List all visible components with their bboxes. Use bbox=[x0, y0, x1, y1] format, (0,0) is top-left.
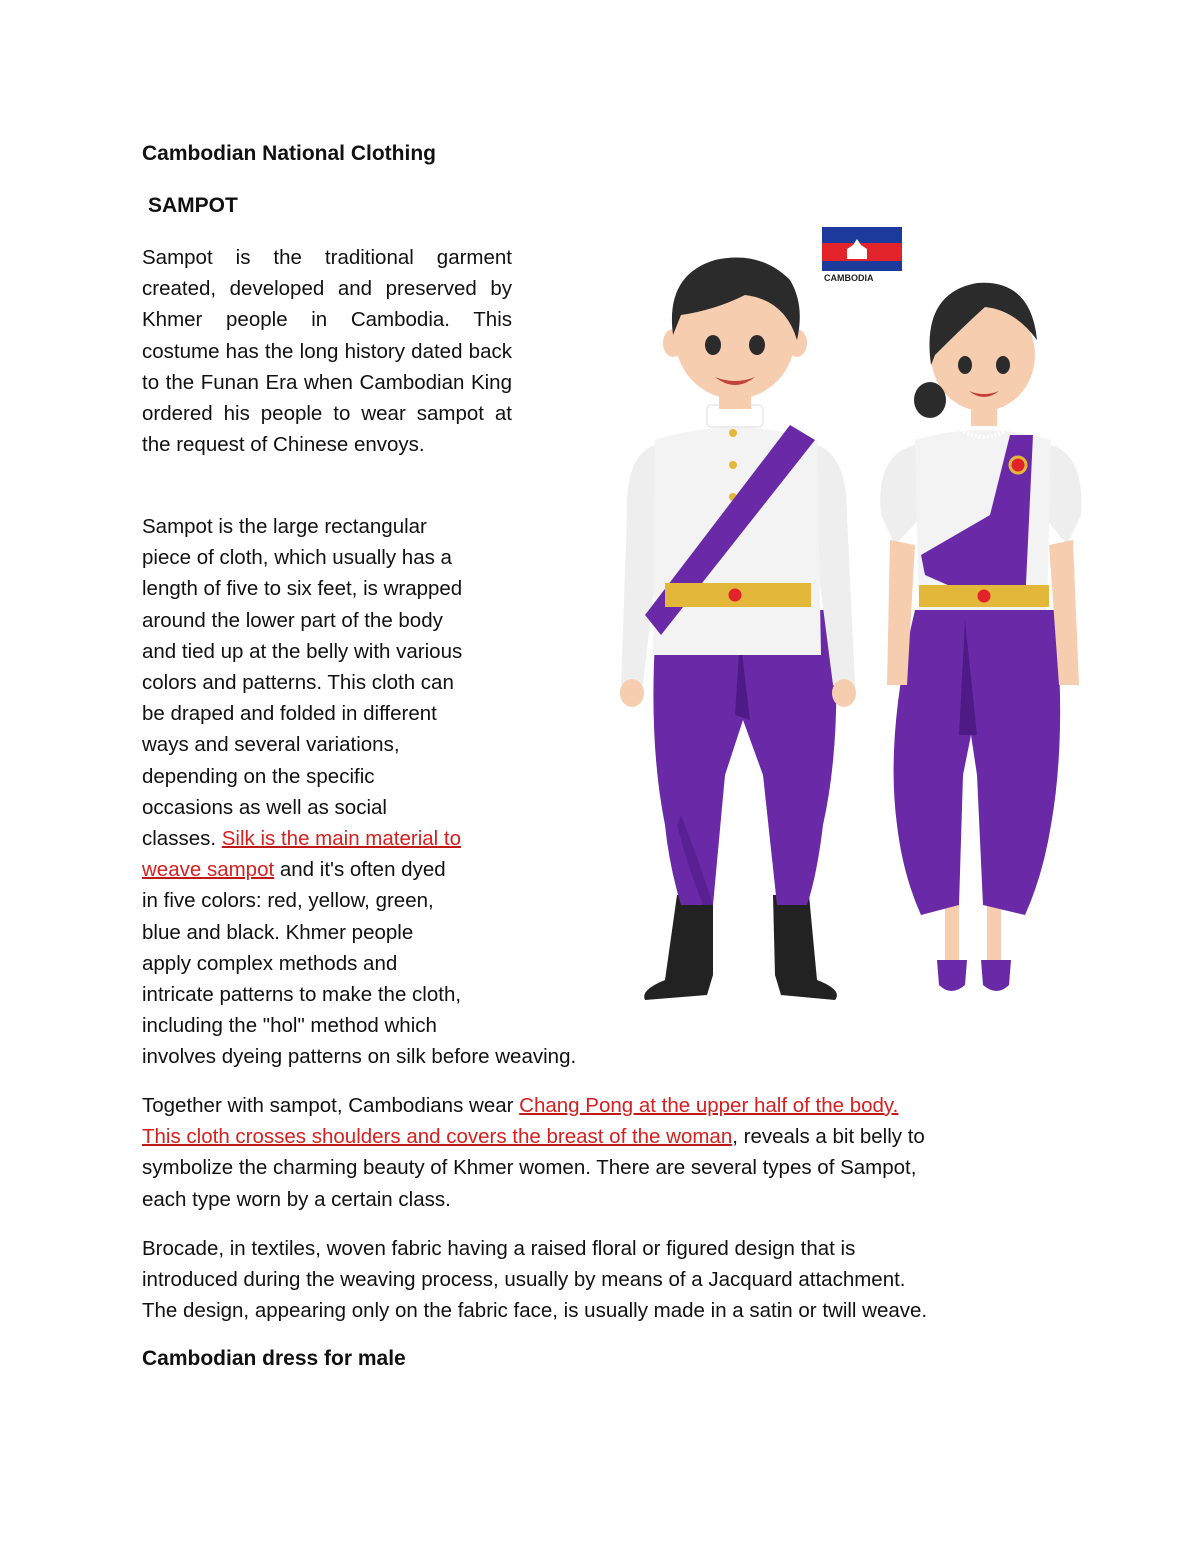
paragraph-chang-pong bbox=[142, 1090, 1062, 1215]
text-line: colors and patterns. This cloth can bbox=[142, 671, 454, 695]
text-line bbox=[142, 1090, 1062, 1121]
text-line bbox=[142, 823, 652, 854]
section-heading-male-dress: Cambodian dress for male bbox=[142, 1347, 406, 1370]
text-line bbox=[142, 1121, 1062, 1152]
flag-caption: CAMBODIA bbox=[824, 273, 874, 283]
text-line: involves dyeing patterns on silk before weaving. bbox=[142, 1045, 577, 1069]
text-line: Sampot is the large rectangular bbox=[142, 515, 427, 538]
highlighted-annotation: This cloth crosses shoulders and covers the breast of the woman bbox=[142, 1125, 733, 1149]
text-segment: , reveals a bit belly to bbox=[732, 1125, 925, 1149]
text-line: in five colors: red, yellow, green, bbox=[142, 889, 434, 913]
cambodia-flag-icon bbox=[822, 227, 902, 283]
text-segment: and it's often dyed bbox=[274, 858, 446, 882]
cambodian-couple-illustration bbox=[585, 215, 1130, 1015]
text-line: piece of cloth, which usually has a bbox=[142, 546, 452, 570]
text-line: Brocade, in textiles, woven fabric having a raised floral or figured design that is bbox=[142, 1237, 856, 1260]
text-line: apply complex methods and bbox=[142, 951, 398, 975]
paragraph-brocade bbox=[142, 1233, 1062, 1327]
text-line bbox=[142, 854, 652, 885]
text-line: around the lower part of the body bbox=[142, 608, 443, 632]
text-line: be draped and folded in different bbox=[142, 702, 437, 726]
text-line: depending on the specific bbox=[142, 764, 375, 788]
text-line: and tied up at the belly with various bbox=[142, 639, 463, 663]
text-segment: classes. bbox=[142, 827, 222, 851]
text-line: each type worn by a certain class. bbox=[142, 1187, 451, 1211]
text-line: symbolize the charming beauty of Khmer women. There are several types of Sampot, bbox=[142, 1156, 917, 1180]
female-figure bbox=[880, 283, 1081, 991]
text-segment: Together with sampot, Cambodians wear bbox=[142, 1094, 520, 1117]
text-line: length of five to six feet, is wrapped bbox=[142, 577, 463, 601]
text-line: intricate patterns to make the cloth, bbox=[142, 983, 462, 1007]
text-line: The design, appearing only on the fabric face, is usually made in a satin or twill weave. bbox=[142, 1299, 928, 1323]
section-subtitle: SAMPOT bbox=[148, 194, 238, 217]
male-figure bbox=[620, 258, 856, 1001]
highlighted-annotation: Silk is the main material to bbox=[221, 827, 462, 851]
text-line: introduced during the weaving process, usually by means of a Jacquard attachment. bbox=[142, 1268, 906, 1292]
text-line: including the "hol" method which bbox=[142, 1014, 437, 1038]
text-line: ways and several variations, bbox=[142, 733, 400, 757]
paragraph-sampot-description bbox=[142, 511, 652, 1073]
highlighted-annotation: weave sampot bbox=[142, 858, 275, 882]
paragraph-intro: Sampot is the traditional garment created, developed and preserved by Khmer people in Cambodia. This costume has the long history dated back to the Funan Era when Cambodian King ordered his people to wear sampot at the request of Chinese envoys. bbox=[142, 246, 512, 457]
text-line: blue and black. Khmer people bbox=[142, 920, 414, 944]
text-line: occasions as well as social bbox=[142, 795, 387, 819]
highlighted-annotation: Chang Pong at the upper half of the body. bbox=[519, 1094, 899, 1117]
document-title: Cambodian National Clothing bbox=[142, 142, 436, 165]
